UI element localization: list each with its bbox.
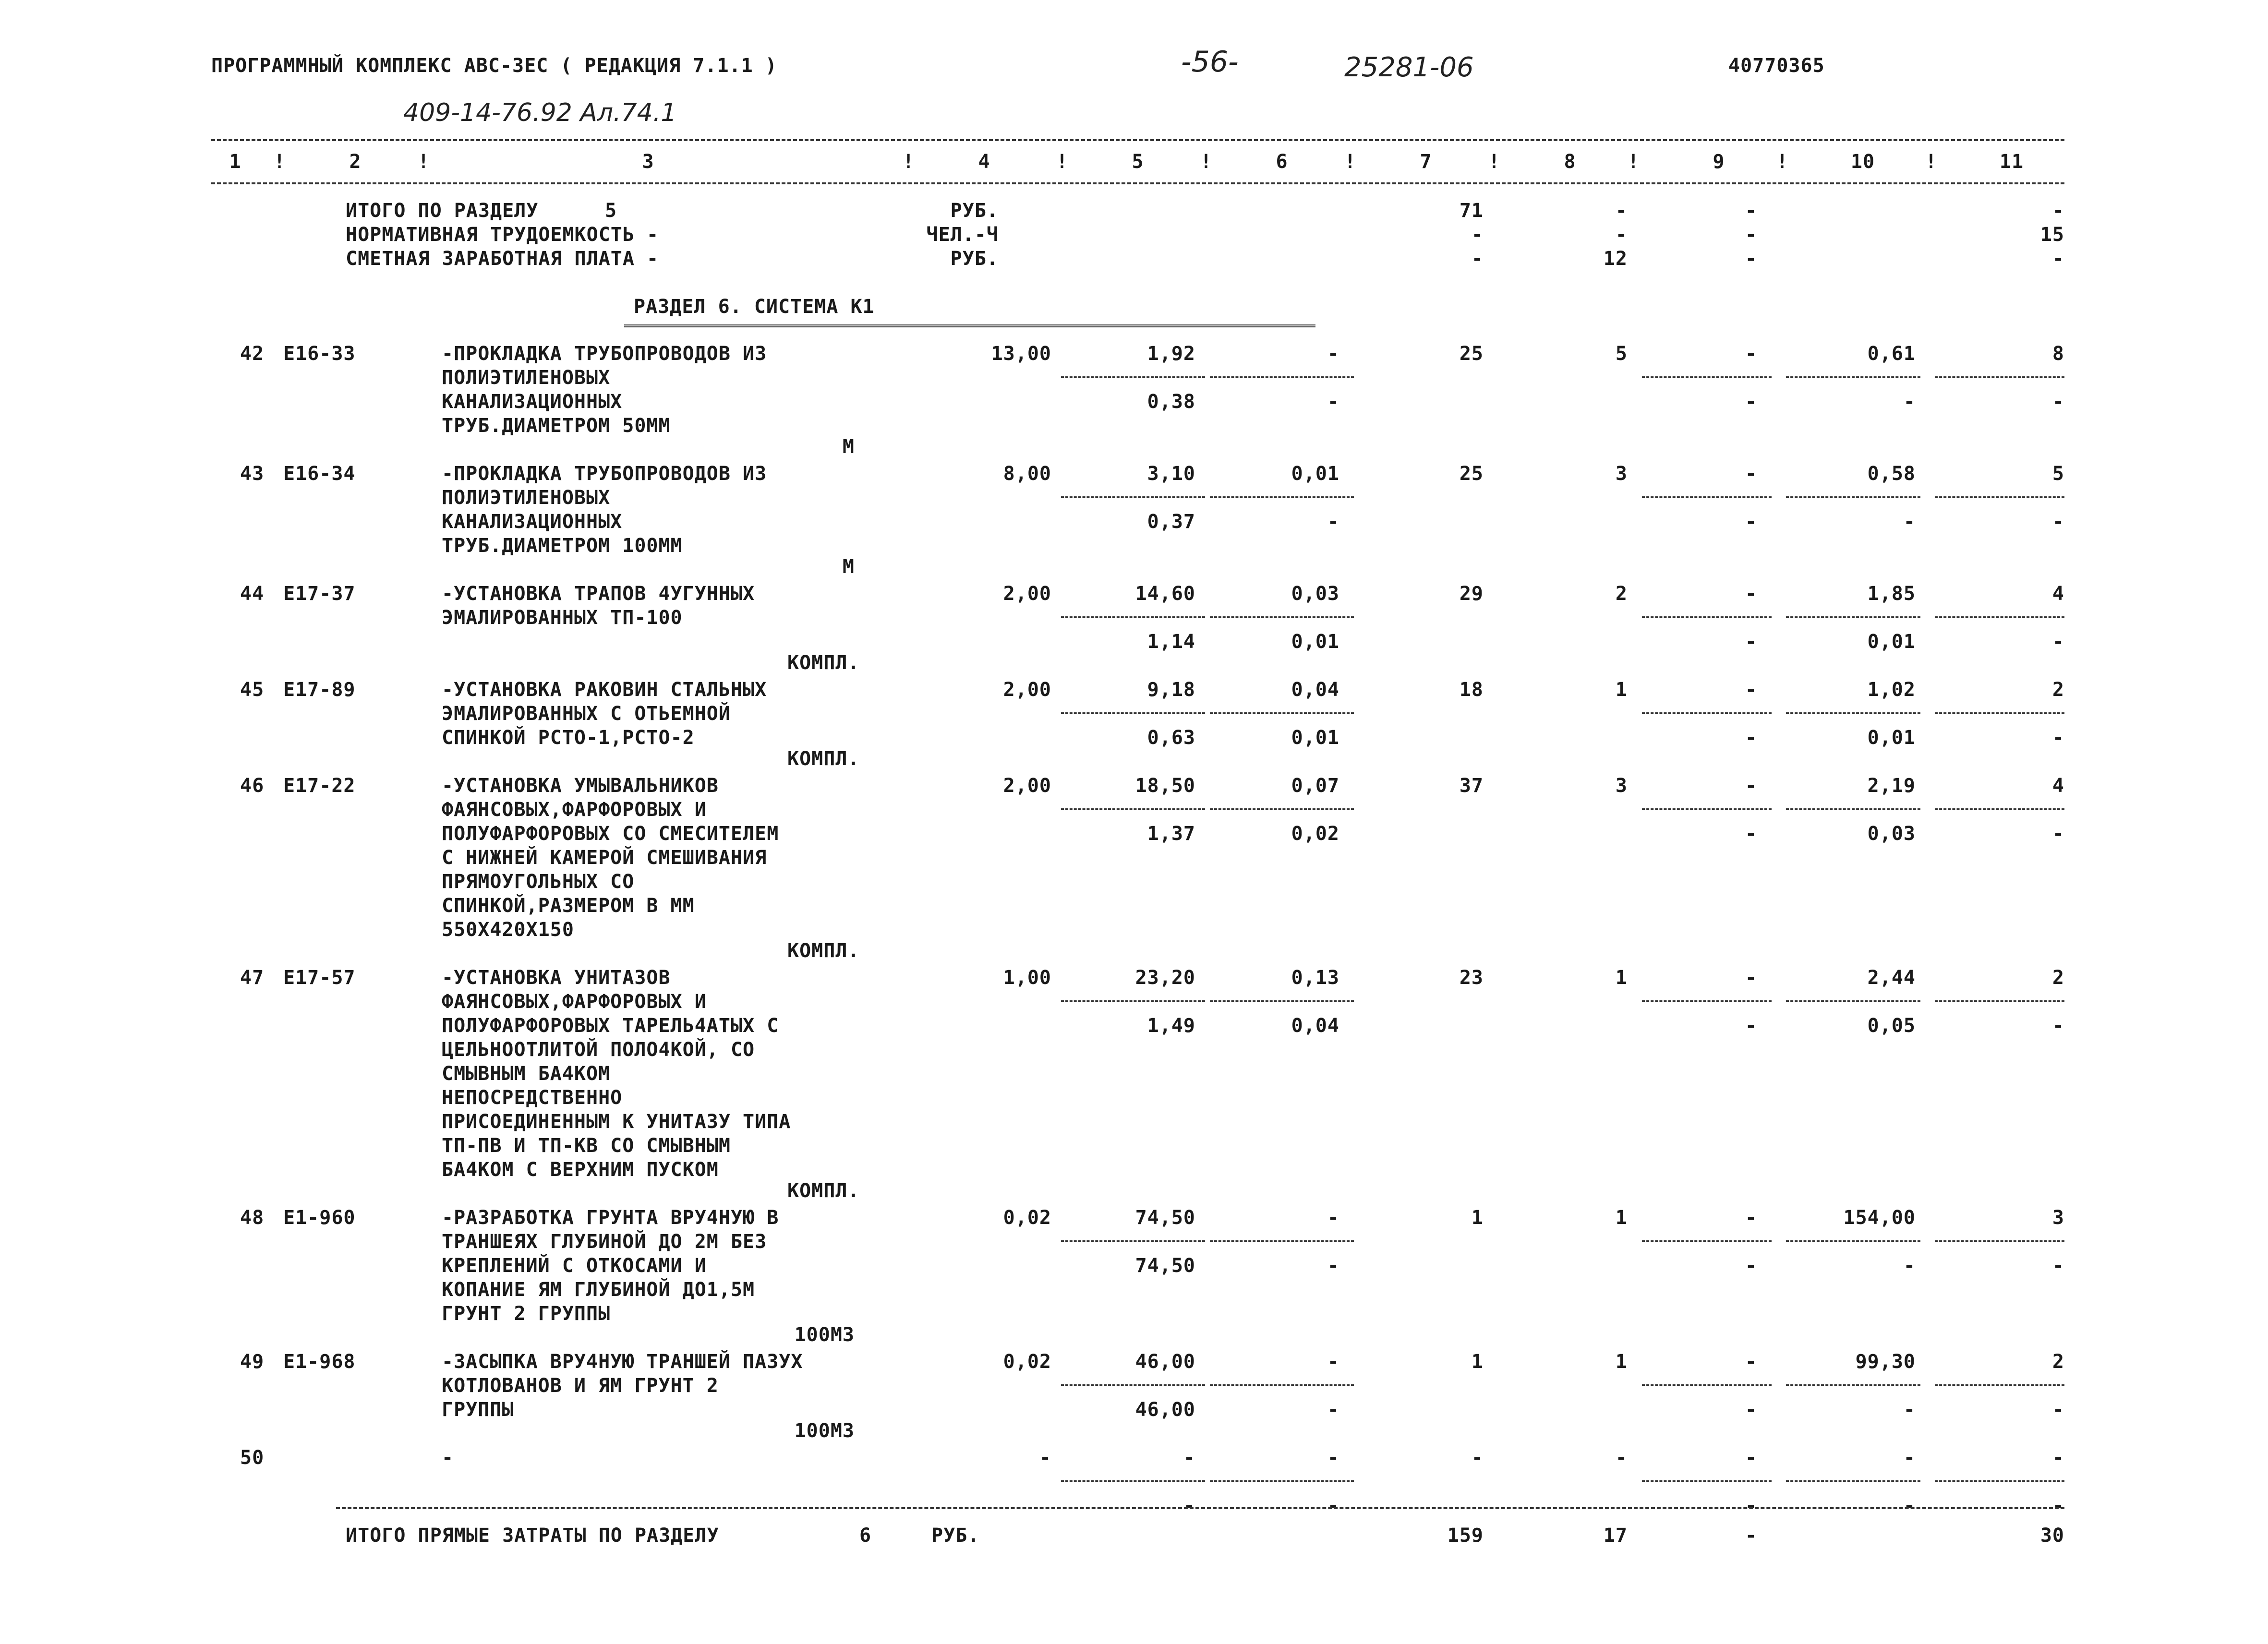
- row-col11-sub: -: [2052, 391, 2064, 413]
- row-quantity: 2,00: [1003, 583, 1051, 605]
- section5-total-label: НОРМАТИВНАЯ ТРУДОЕМКОСТЬ -: [346, 224, 659, 246]
- row-subrule: [1061, 1000, 1205, 1002]
- section5-total-col8: -: [1615, 200, 1628, 222]
- row-col5: 1,92: [1147, 343, 1195, 365]
- row-col11: -: [2052, 1447, 2064, 1469]
- row-col11: 5: [2052, 463, 2064, 485]
- row-col10-sub: -: [1903, 511, 1916, 533]
- row-number: 48: [240, 1207, 265, 1229]
- row-subrule: [1061, 376, 1205, 378]
- section5-total-col9: -: [1745, 224, 1757, 246]
- row-col11: 8: [2052, 343, 2064, 365]
- row-code: Е16-33: [283, 343, 356, 365]
- row-description-line: КРЕПЛЕНИЙ С ОТКОСАМИ И: [442, 1255, 707, 1277]
- row-col10-sub: -: [1903, 1495, 1916, 1517]
- row-col8: 5: [1615, 343, 1628, 365]
- row-description-line: ПРИСОЕДИНЕННЫМ К УНИТАЗУ ТИПА: [442, 1111, 791, 1133]
- row-col6-sub: 0,04: [1291, 1015, 1339, 1037]
- row-subrule: [1210, 1480, 1354, 1482]
- row-subrule: [1210, 496, 1354, 498]
- row-description-line: ПОЛИЭТИЛЕНОВЫХ: [442, 487, 611, 509]
- row-description-line: -ПРОКЛАДКА ТРУБОПРОВОДОВ ИЗ: [442, 343, 767, 365]
- row-col5-sub: 1,49: [1147, 1015, 1195, 1037]
- footer-total-col7: 159: [1447, 1524, 1484, 1547]
- row-col10-sub: 0,01: [1867, 727, 1916, 749]
- row-col7: 1: [1471, 1351, 1484, 1373]
- row-subrule: [1210, 1384, 1354, 1386]
- row-code: Е16-34: [283, 463, 356, 485]
- row-subrule: [1210, 1000, 1354, 1002]
- row-quantity: 2,00: [1003, 679, 1051, 701]
- row-description-line: ТРАНШЕЯХ ГЛУБИНОЙ ДО 2М БЕЗ: [442, 1231, 767, 1253]
- row-subrule: [1642, 1240, 1772, 1242]
- row-col5: -: [1183, 1447, 1195, 1469]
- row-subrule: [1935, 1240, 2064, 1242]
- row-col8: -: [1615, 1447, 1628, 1469]
- row-col11-sub: -: [2052, 1255, 2064, 1277]
- footer-total-number: 6: [859, 1524, 872, 1547]
- row-description-line: -УСТАНОВКА УМЫВАЛЬНИКОВ: [442, 775, 719, 797]
- row-col10: 1,02: [1867, 679, 1916, 701]
- row-subrule: [1935, 1000, 2064, 1002]
- row-subrule: [1642, 496, 1772, 498]
- row-subrule: [1935, 712, 2064, 714]
- row-col9-sub: -: [1745, 511, 1757, 533]
- section-title: РАЗДЕЛ 6. СИСТЕМА К1: [634, 296, 875, 318]
- row-code: Е1-968: [283, 1351, 356, 1373]
- row-col10: 2,44: [1867, 967, 1916, 989]
- row-col7: 25: [1459, 343, 1484, 365]
- row-description-line: ПОЛУФАРФОРОВЫХ ТАРЕЛЬ4АТЫХ С: [442, 1015, 779, 1037]
- row-description-line: ЭМАЛИРОВАННЫХ ТП-100: [442, 607, 683, 629]
- row-subrule: [1642, 1480, 1772, 1482]
- page-number: -56-: [1181, 45, 1239, 79]
- row-col5-sub: 0,38: [1147, 391, 1195, 413]
- row-subrule: [1210, 616, 1354, 618]
- row-col10-sub: 0,03: [1867, 823, 1916, 845]
- row-subrule: [1935, 1384, 2064, 1386]
- footer-total-col8: 17: [1603, 1524, 1628, 1547]
- row-subrule: [1061, 1384, 1205, 1386]
- row-subrule: [1935, 616, 2064, 618]
- row-description-line: ЦЕЛЬНООТЛИТОЙ ПОЛО4КОЙ, СО: [442, 1039, 755, 1061]
- section5-total-col9: -: [1745, 248, 1757, 270]
- row-unit: КОМПЛ.: [787, 940, 860, 962]
- row-col8: 3: [1615, 463, 1628, 485]
- row-col5: 9,18: [1147, 679, 1195, 701]
- row-col10-sub: -: [1903, 391, 1916, 413]
- row-description-line: КАНАЛИЗАЦИОННЫХ: [442, 391, 623, 413]
- row-description-line: КОТЛОВАНОВ И ЯМ ГРУНТ 2: [442, 1375, 719, 1397]
- row-col11: 2: [2052, 967, 2064, 989]
- section5-total-col11: -: [2052, 248, 2064, 270]
- row-col7: 18: [1459, 679, 1484, 701]
- column-header-10: 10: [1850, 151, 1875, 173]
- row-number: 44: [240, 583, 265, 605]
- column-separator: !: [274, 151, 286, 173]
- row-col8: 1: [1615, 679, 1628, 701]
- row-subrule: [1786, 1240, 1920, 1242]
- row-col6-sub: 0,01: [1291, 631, 1339, 653]
- column-separator: !: [1925, 151, 1938, 173]
- row-col7: 25: [1459, 463, 1484, 485]
- row-col9: -: [1745, 1351, 1757, 1373]
- row-subrule: [1786, 712, 1920, 714]
- row-number: 42: [240, 343, 265, 365]
- row-subrule: [1935, 376, 2064, 378]
- column-header-3: 3: [642, 151, 654, 173]
- row-col6-sub: -: [1327, 511, 1339, 533]
- column-header-8: 8: [1564, 151, 1576, 173]
- row-number: 50: [240, 1447, 265, 1469]
- row-col6: 0,01: [1291, 463, 1339, 485]
- row-subrule: [1935, 1480, 2064, 1482]
- row-description-line: ЭМАЛИРОВАННЫХ С ОТЬЕМНОЙ: [442, 703, 731, 725]
- row-col6: -: [1327, 1351, 1339, 1373]
- row-col9-sub: -: [1745, 391, 1757, 413]
- row-subrule: [1935, 496, 2064, 498]
- row-col5: 18,50: [1135, 775, 1195, 797]
- column-separator: !: [1344, 151, 1357, 173]
- row-quantity: 0,02: [1003, 1351, 1051, 1373]
- row-subrule: [1642, 1384, 1772, 1386]
- row-subrule: [1786, 616, 1920, 618]
- row-description-line: ТРУБ.ДИАМЕТРОМ 50ММ: [442, 415, 671, 437]
- section5-total-col7: 71: [1459, 200, 1484, 222]
- row-description-line: -ПРОКЛАДКА ТРУБОПРОВОДОВ ИЗ: [442, 463, 767, 485]
- row-col5-sub: 0,63: [1147, 727, 1195, 749]
- row-description-line: ТП-ПВ И ТП-КВ СО СМЫВНЫМ: [442, 1135, 731, 1157]
- row-description-line: ПОЛУФАРФОРОВЫХ СО СМЕСИТЕЛЕМ: [442, 823, 779, 845]
- row-subrule: [1210, 376, 1354, 378]
- row-col10: 2,19: [1867, 775, 1916, 797]
- row-col9: -: [1745, 1207, 1757, 1229]
- row-col9: -: [1745, 583, 1757, 605]
- footer-total-label: ИТОГО ПРЯМЫЕ ЗАТРАТЫ ПО РАЗДЕЛУ: [346, 1524, 719, 1547]
- column-header-7: 7: [1420, 151, 1432, 173]
- column-separator: !: [1200, 151, 1213, 173]
- row-description-line: -УСТАНОВКА ТРАПОВ 4УГУННЫХ: [442, 583, 755, 605]
- row-quantity: 1,00: [1003, 967, 1051, 989]
- row-col7: 1: [1471, 1207, 1484, 1229]
- document-number: 25281-06: [1344, 52, 1474, 83]
- row-description-line: ГРУНТ 2 ГРУППЫ: [442, 1303, 611, 1325]
- row-col6: -: [1327, 1207, 1339, 1229]
- row-col11-sub: -: [2052, 1495, 2064, 1517]
- section5-total-col8: 12: [1603, 248, 1628, 270]
- row-description-line: КОПАНИЕ ЯМ ГЛУБИНОЙ ДО1,5М: [442, 1279, 755, 1301]
- column-separator: !: [1488, 151, 1501, 173]
- row-col5-sub: 1,14: [1147, 631, 1195, 653]
- row-code: Е17-57: [283, 967, 356, 989]
- section5-total-unit: РУБ.: [950, 200, 999, 222]
- row-subrule: [1642, 1000, 1772, 1002]
- row-col6: 0,04: [1291, 679, 1339, 701]
- row-col8: 1: [1615, 1351, 1628, 1373]
- row-description-line: НЕПОСРЕДСТВЕННО: [442, 1087, 623, 1109]
- row-col10: 0,58: [1867, 463, 1916, 485]
- row-col10: 154,00: [1843, 1207, 1916, 1229]
- row-col5-sub: 46,00: [1135, 1399, 1195, 1421]
- section5-total-col8: -: [1615, 224, 1628, 246]
- row-subrule: [1061, 616, 1205, 618]
- row-subrule: [1786, 808, 1920, 810]
- row-subrule: [1061, 496, 1205, 498]
- column-separator: !: [1628, 151, 1640, 173]
- row-col10: -: [1903, 1447, 1916, 1469]
- row-description-line: -: [442, 1447, 454, 1469]
- row-unit: КОМПЛ.: [787, 748, 860, 770]
- row-description-line: ПРЯМОУГОЛЬНЫХ СО: [442, 871, 635, 893]
- column-separator: !: [1056, 151, 1069, 173]
- row-quantity: 13,00: [991, 343, 1051, 365]
- row-col5-sub: 74,50: [1135, 1255, 1195, 1277]
- row-description-line: СПИНКОЙ РСТО-1,РСТО-2: [442, 727, 695, 749]
- row-col5: 23,20: [1135, 967, 1195, 989]
- program-header: ПРОГРАММНЫЙ КОМПЛЕКС АВС-3ЕС ( РЕДАКЦИЯ 7.1.1 ): [211, 55, 777, 77]
- row-description-line: ПОЛИЭТИЛЕНОВЫХ: [442, 367, 611, 389]
- row-subrule: [1786, 1480, 1920, 1482]
- row-description-line: -ЗАСЫПКА ВРУ4НУЮ ТРАНШЕЙ ПАЗУХ: [442, 1351, 803, 1373]
- row-number: 49: [240, 1351, 265, 1373]
- row-col9-sub: -: [1745, 823, 1757, 845]
- row-col10-sub: 0,01: [1867, 631, 1916, 653]
- row-col8: 3: [1615, 775, 1628, 797]
- section5-total-unit: ЧЕЛ.-Ч: [926, 224, 999, 246]
- footer-total-col11: 30: [2040, 1524, 2064, 1547]
- row-quantity: 8,00: [1003, 463, 1051, 485]
- row-subrule: [1786, 376, 1920, 378]
- row-col7: 23: [1459, 967, 1484, 989]
- row-col10-sub: 0,05: [1867, 1015, 1916, 1037]
- row-col9-sub: -: [1745, 1399, 1757, 1421]
- row-col7: 37: [1459, 775, 1484, 797]
- row-unit: М: [842, 556, 855, 578]
- row-subrule: [1210, 1240, 1354, 1242]
- row-description-line: КАНАЛИЗАЦИОННЫХ: [442, 511, 623, 533]
- section-title-underline: [624, 324, 1315, 327]
- row-description-line: СМЫВНЫМ БА4КОМ: [442, 1063, 611, 1085]
- column-separator: !: [418, 151, 430, 173]
- row-col9: -: [1745, 967, 1757, 989]
- row-description-line: ТРУБ.ДИАМЕТРОМ 100ММ: [442, 535, 683, 557]
- row-description-line: -УСТАНОВКА РАКОВИН СТАЛЬНЫХ: [442, 679, 767, 701]
- row-unit: 100М3: [794, 1324, 855, 1346]
- row-number: 45: [240, 679, 265, 701]
- row-code: Е17-22: [283, 775, 356, 797]
- row-col6: 0,13: [1291, 967, 1339, 989]
- row-col5: 46,00: [1135, 1351, 1195, 1373]
- row-unit: 100М3: [794, 1420, 855, 1442]
- row-col11: 2: [2052, 1351, 2064, 1373]
- column-header-1: 1: [229, 151, 241, 173]
- row-number: 43: [240, 463, 265, 485]
- column-header-4: 4: [978, 151, 990, 173]
- section5-total-col11: -: [2052, 200, 2064, 222]
- row-col5-sub: 1,37: [1147, 823, 1195, 845]
- row-number: 46: [240, 775, 265, 797]
- row-col6: 0,07: [1291, 775, 1339, 797]
- row-col11: 4: [2052, 775, 2064, 797]
- row-subrule: [1061, 712, 1205, 714]
- row-subrule: [1061, 1480, 1205, 1482]
- row-col6-sub: 0,02: [1291, 823, 1339, 845]
- header-bottom-rule: [211, 182, 2064, 184]
- row-description-line: БА4КОМ С ВЕРХНИМ ПУСКОМ: [442, 1159, 719, 1181]
- row-col11: 3: [2052, 1207, 2064, 1229]
- row-col10: 1,85: [1867, 583, 1916, 605]
- row-col8: 1: [1615, 1207, 1628, 1229]
- row-col11-sub: -: [2052, 727, 2064, 749]
- column-header-6: 6: [1276, 151, 1288, 173]
- row-quantity: -: [1039, 1447, 1051, 1469]
- row-col6-sub: -: [1327, 1399, 1339, 1421]
- row-col9-sub: -: [1745, 631, 1757, 653]
- row-col9-sub: -: [1745, 1015, 1757, 1037]
- row-subrule: [1786, 1000, 1920, 1002]
- section5-total-unit: РУБ.: [950, 248, 999, 270]
- row-subrule: [1786, 496, 1920, 498]
- row-subrule: [1061, 808, 1205, 810]
- column-header-11: 11: [1999, 151, 2024, 173]
- row-col9-sub: -: [1745, 727, 1757, 749]
- row-description-line: ГРУППЫ: [442, 1399, 514, 1421]
- row-col11-sub: -: [2052, 631, 2064, 653]
- row-col9-sub: -: [1745, 1255, 1757, 1277]
- section5-total-col7: -: [1471, 248, 1484, 270]
- row-unit: КОМПЛ.: [787, 652, 860, 674]
- row-col9: -: [1745, 775, 1757, 797]
- row-col10-sub: -: [1903, 1399, 1916, 1421]
- footer-total-unit: РУБ.: [931, 1524, 980, 1547]
- section5-total-col11: 15: [2040, 224, 2064, 246]
- row-subrule: [1642, 712, 1772, 714]
- row-col11-sub: -: [2052, 1015, 2064, 1037]
- row-subrule: [1642, 376, 1772, 378]
- row-quantity: 0,02: [1003, 1207, 1051, 1229]
- row-col9: -: [1745, 679, 1757, 701]
- row-col5: 74,50: [1135, 1207, 1195, 1229]
- row-col6: -: [1327, 343, 1339, 365]
- row-subrule: [1210, 712, 1354, 714]
- column-separator: !: [903, 151, 915, 173]
- row-col6-sub: -: [1327, 391, 1339, 413]
- row-col5-sub: -: [1183, 1495, 1195, 1517]
- row-description-line: -УСТАНОВКА УНИТАЗОВ: [442, 967, 671, 989]
- row-col9-sub: -: [1745, 1495, 1757, 1517]
- row-description-line: СПИНКОЙ,РАЗМЕРОМ В ММ: [442, 895, 695, 917]
- row-col11: 4: [2052, 583, 2064, 605]
- row-unit: М: [842, 436, 855, 458]
- column-header-2: 2: [349, 151, 362, 173]
- row-subrule: [1210, 808, 1354, 810]
- section5-total-number: 5: [605, 200, 617, 222]
- row-code: Е17-37: [283, 583, 356, 605]
- row-col9: -: [1745, 1447, 1757, 1469]
- row-number: 47: [240, 967, 265, 989]
- row-description-line: -РАЗРАБОТКА ГРУНТА ВРУ4НУЮ В: [442, 1207, 779, 1229]
- column-separator: !: [1776, 151, 1789, 173]
- document-code: 40770365: [1728, 55, 1825, 77]
- row-col7: 29: [1459, 583, 1484, 605]
- row-col6-sub: -: [1327, 1495, 1339, 1517]
- row-col9: -: [1745, 343, 1757, 365]
- row-col5: 3,10: [1147, 463, 1195, 485]
- column-header-9: 9: [1713, 151, 1725, 173]
- row-col5: 14,60: [1135, 583, 1195, 605]
- row-col5-sub: 0,37: [1147, 511, 1195, 533]
- row-col8: 1: [1615, 967, 1628, 989]
- row-subrule: [1642, 808, 1772, 810]
- row-col8: 2: [1615, 583, 1628, 605]
- row-col11-sub: -: [2052, 1399, 2064, 1421]
- section5-total-col7: -: [1471, 224, 1484, 246]
- row-col10: 99,30: [1855, 1351, 1916, 1373]
- row-quantity: 2,00: [1003, 775, 1051, 797]
- row-subrule: [1786, 1384, 1920, 1386]
- row-description-line: ФАЯНСОВЫХ,ФАРФОРОВЫХ И: [442, 991, 707, 1013]
- handwritten-reference: 409-14-76.92 Ал.74.1: [403, 98, 677, 127]
- row-col11-sub: -: [2052, 511, 2064, 533]
- column-header-5: 5: [1132, 151, 1144, 173]
- row-description-line: 550Х420Х150: [442, 919, 574, 941]
- row-code: Е17-89: [283, 679, 356, 701]
- section5-total-col9: -: [1745, 200, 1757, 222]
- section5-total-label: ИТОГО ПО РАЗДЕЛУ: [346, 200, 539, 222]
- row-col6-sub: 0,01: [1291, 727, 1339, 749]
- header-top-rule: [211, 139, 2064, 141]
- section5-total-label: СМЕТНАЯ ЗАРАБОТНАЯ ПЛАТА -: [346, 248, 659, 270]
- footer-total-col9: -: [1745, 1524, 1757, 1547]
- row-subrule: [1642, 616, 1772, 618]
- row-col11-sub: -: [2052, 823, 2064, 845]
- row-unit: КОМПЛ.: [787, 1180, 860, 1202]
- row-code: Е1-960: [283, 1207, 356, 1229]
- row-description-line: С НИЖНЕЙ КАМЕРОЙ СМЕШИВАНИЯ: [442, 847, 767, 869]
- row-col10: 0,61: [1867, 343, 1916, 365]
- row-subrule: [1061, 1240, 1205, 1242]
- row-col7: -: [1471, 1447, 1484, 1469]
- row-col9: -: [1745, 463, 1757, 485]
- row-col6: 0,03: [1291, 583, 1339, 605]
- footer-top-rule: [336, 1507, 2064, 1509]
- row-col10-sub: -: [1903, 1255, 1916, 1277]
- row-col6: -: [1327, 1447, 1339, 1469]
- row-description-line: ФАЯНСОВЫХ,ФАРФОРОВЫХ И: [442, 799, 707, 821]
- row-col11: 2: [2052, 679, 2064, 701]
- row-col6-sub: -: [1327, 1255, 1339, 1277]
- row-subrule: [1935, 808, 2064, 810]
